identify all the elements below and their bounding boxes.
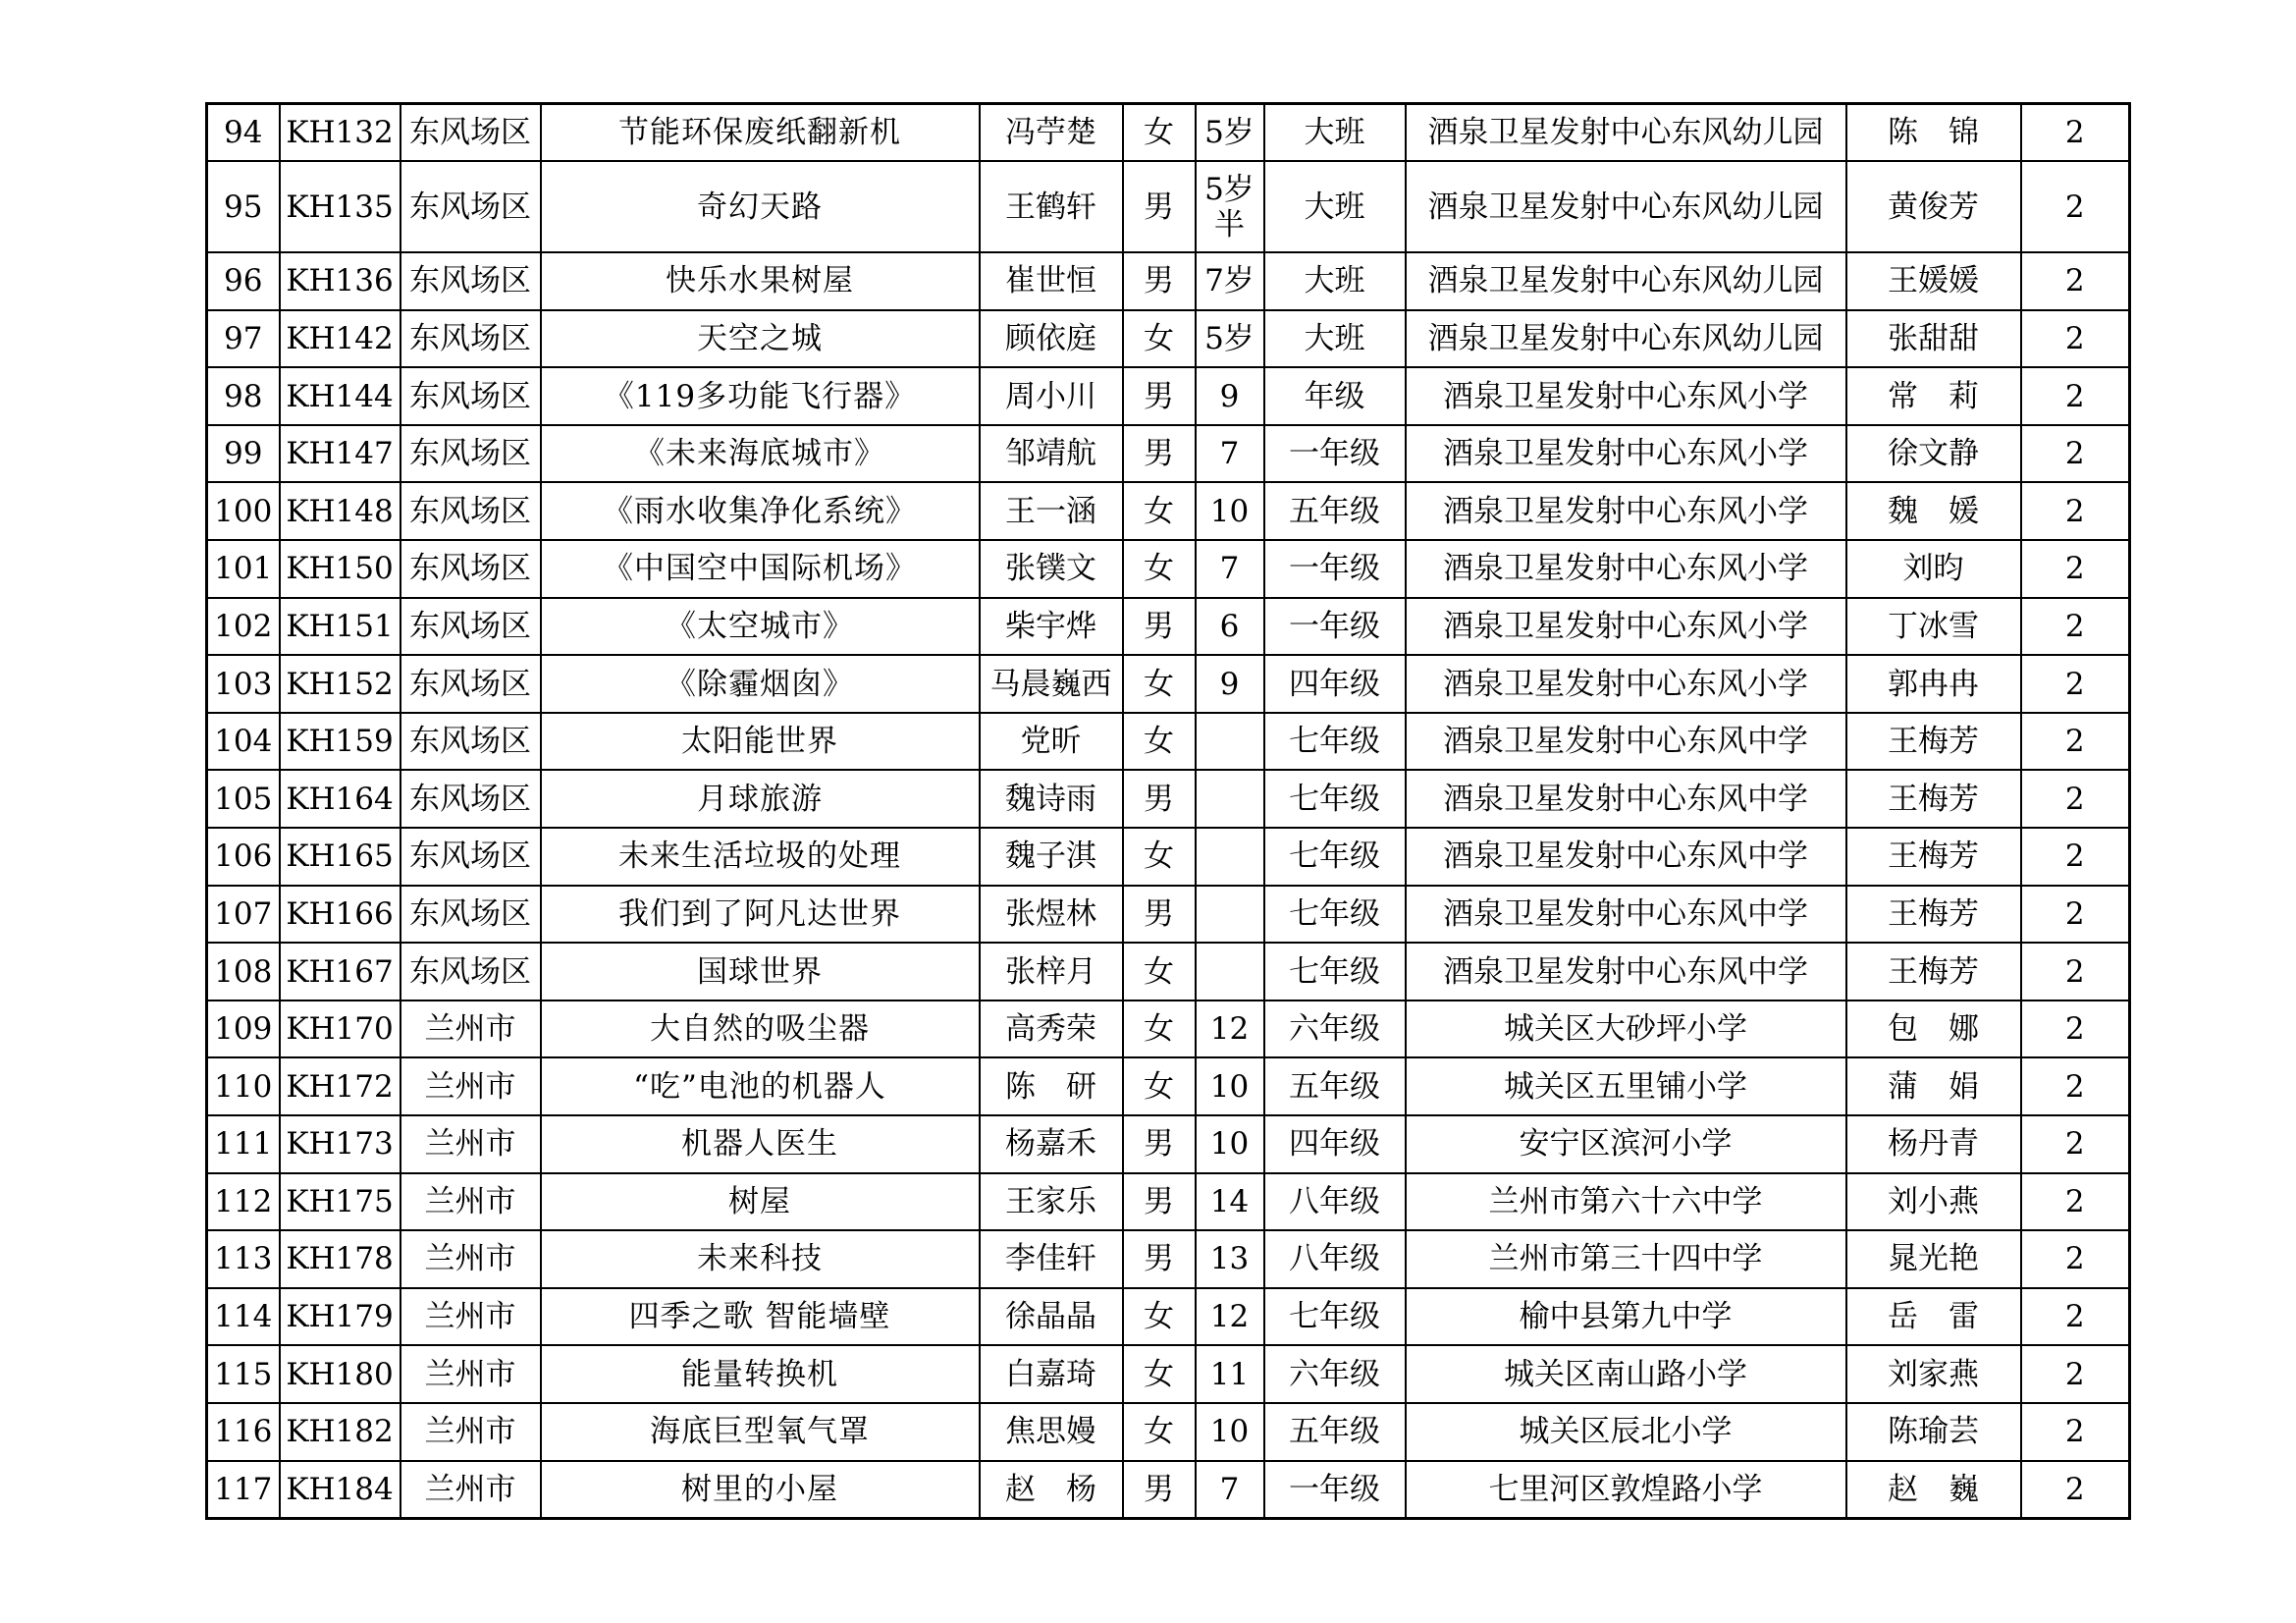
award-level-cell: 2 — [2021, 943, 2130, 1001]
table-row — [207, 310, 2130, 368]
award-level-cell: 2 — [2021, 367, 2130, 425]
table-row — [207, 252, 2130, 310]
region-cell: 兰州市 — [400, 1057, 541, 1115]
gender-cell: 女 — [1123, 1057, 1196, 1115]
student-name-cell: 焦思嫚 — [980, 1403, 1123, 1461]
student-name-cell: 张煜林 — [980, 886, 1123, 944]
table-row — [207, 770, 2130, 828]
gender-cell: 男 — [1123, 425, 1196, 483]
school-cell: 酒泉卫星发射中心东风幼儿园 — [1406, 310, 1846, 368]
student-name-cell: 赵 杨 — [980, 1461, 1123, 1519]
gender-cell: 男 — [1123, 598, 1196, 656]
award-level-cell: 2 — [2021, 1115, 2130, 1173]
row-number-cell: 108 — [207, 943, 280, 1001]
gender-cell: 女 — [1123, 655, 1196, 713]
grade-cell: 大班 — [1264, 310, 1406, 368]
work-title-cell: 太阳能世界 — [541, 713, 980, 771]
school-cell: 酒泉卫星发射中心东风中学 — [1406, 886, 1846, 944]
student-name-cell: 张镤文 — [980, 540, 1123, 598]
student-name-cell: 魏诗雨 — [980, 770, 1123, 828]
table-row — [207, 1461, 2130, 1519]
age-cell: 12 — [1196, 1001, 1264, 1058]
work-title-cell: 海底巨型氧气罩 — [541, 1403, 980, 1461]
age-cell: 9 — [1196, 655, 1264, 713]
region-cell: 东风场区 — [400, 540, 541, 598]
row-number-cell: 103 — [207, 655, 280, 713]
gender-cell: 男 — [1123, 1173, 1196, 1231]
grade-cell: 六年级 — [1264, 1001, 1406, 1058]
gender-cell: 女 — [1123, 1403, 1196, 1461]
work-title-cell: 国球世界 — [541, 943, 980, 1001]
school-cell: 城关区南山路小学 — [1406, 1345, 1846, 1403]
age-cell: 6 — [1196, 598, 1264, 656]
age-cell: 5岁 — [1196, 104, 1264, 162]
table-row — [207, 1115, 2130, 1173]
row-number-cell: 106 — [207, 828, 280, 886]
gender-cell: 女 — [1123, 104, 1196, 162]
award-level-cell: 2 — [2021, 655, 2130, 713]
entry-id-cell: KH151 — [280, 598, 400, 656]
work-title-cell: 《除霾烟囱》 — [541, 655, 980, 713]
table-row — [207, 1345, 2130, 1403]
row-number-cell: 96 — [207, 252, 280, 310]
region-cell: 兰州市 — [400, 1461, 541, 1519]
age-cell — [1196, 886, 1264, 944]
award-level-cell: 2 — [2021, 1057, 2130, 1115]
award-level-cell: 2 — [2021, 1345, 2130, 1403]
school-cell: 酒泉卫星发射中心东风幼儿园 — [1406, 252, 1846, 310]
table-row — [207, 425, 2130, 483]
gender-cell: 男 — [1123, 1461, 1196, 1519]
table-row — [207, 655, 2130, 713]
grade-cell: 七年级 — [1264, 828, 1406, 886]
age-cell: 11 — [1196, 1345, 1264, 1403]
row-number-cell: 94 — [207, 104, 280, 162]
teacher-cell: 王梅芳 — [1846, 943, 2021, 1001]
gender-cell: 女 — [1123, 540, 1196, 598]
gender-cell: 男 — [1123, 1115, 1196, 1173]
school-cell: 酒泉卫星发射中心东风幼儿园 — [1406, 104, 1846, 162]
grade-cell: 大班 — [1264, 252, 1406, 310]
student-name-cell: 白嘉琦 — [980, 1345, 1123, 1403]
region-cell: 东风场区 — [400, 104, 541, 162]
gender-cell: 女 — [1123, 713, 1196, 771]
row-number-cell: 98 — [207, 367, 280, 425]
award-level-cell: 2 — [2021, 713, 2130, 771]
teacher-cell: 王梅芳 — [1846, 886, 2021, 944]
work-title-cell: 机器人医生 — [541, 1115, 980, 1173]
school-cell: 酒泉卫星发射中心东风中学 — [1406, 770, 1846, 828]
entry-id-cell: KH167 — [280, 943, 400, 1001]
student-name-cell: 徐晶晶 — [980, 1288, 1123, 1346]
gender-cell: 女 — [1123, 310, 1196, 368]
work-title-cell: 大自然的吸尘器 — [541, 1001, 980, 1058]
grade-cell: 一年级 — [1264, 598, 1406, 656]
grade-cell: 一年级 — [1264, 540, 1406, 598]
row-number-cell: 95 — [207, 161, 280, 252]
grade-cell: 六年级 — [1264, 1345, 1406, 1403]
teacher-cell: 徐文静 — [1846, 425, 2021, 483]
region-cell: 兰州市 — [400, 1115, 541, 1173]
table-row — [207, 713, 2130, 771]
work-title-cell: 未来生活垃圾的处理 — [541, 828, 980, 886]
school-cell: 兰州市第六十六中学 — [1406, 1173, 1846, 1231]
school-cell: 城关区大砂坪小学 — [1406, 1001, 1846, 1058]
award-level-cell: 2 — [2021, 161, 2130, 252]
region-cell: 东风场区 — [400, 598, 541, 656]
age-cell: 5岁半 — [1196, 161, 1264, 252]
award-level-cell: 2 — [2021, 1403, 2130, 1461]
row-number-cell: 104 — [207, 713, 280, 771]
grade-cell: 大班 — [1264, 104, 1406, 162]
school-cell: 酒泉卫星发射中心东风小学 — [1406, 655, 1846, 713]
entry-id-cell: KH159 — [280, 713, 400, 771]
region-cell: 东风场区 — [400, 943, 541, 1001]
work-title-cell: 《太空城市》 — [541, 598, 980, 656]
region-cell: 东风场区 — [400, 886, 541, 944]
student-name-cell: 党昕 — [980, 713, 1123, 771]
teacher-cell: 刘小燕 — [1846, 1173, 2021, 1231]
teacher-cell: 包 娜 — [1846, 1001, 2021, 1058]
grade-cell: 七年级 — [1264, 886, 1406, 944]
age-cell: 14 — [1196, 1173, 1264, 1231]
teacher-cell: 刘昀 — [1846, 540, 2021, 598]
work-title-cell: 四季之歌 智能墙壁 — [541, 1288, 980, 1346]
table-row — [207, 540, 2130, 598]
region-cell: 东风场区 — [400, 770, 541, 828]
school-cell: 酒泉卫星发射中心东风中学 — [1406, 828, 1846, 886]
row-number-cell: 97 — [207, 310, 280, 368]
grade-cell: 八年级 — [1264, 1173, 1406, 1231]
entry-id-cell: KH178 — [280, 1230, 400, 1288]
work-title-cell: 奇幻天路 — [541, 161, 980, 252]
award-level-cell: 2 — [2021, 1288, 2130, 1346]
teacher-cell: 张甜甜 — [1846, 310, 2021, 368]
award-level-cell: 2 — [2021, 770, 2130, 828]
row-number-cell: 115 — [207, 1345, 280, 1403]
work-title-cell: 快乐水果树屋 — [541, 252, 980, 310]
table-row — [207, 104, 2130, 162]
region-cell: 东风场区 — [400, 655, 541, 713]
region-cell: 兰州市 — [400, 1173, 541, 1231]
row-number-cell: 101 — [207, 540, 280, 598]
table-row — [207, 1057, 2130, 1115]
table-row — [207, 1001, 2130, 1058]
work-title-cell: 《中国空中国际机场》 — [541, 540, 980, 598]
grade-cell: 七年级 — [1264, 770, 1406, 828]
work-title-cell: 树屋 — [541, 1173, 980, 1231]
entry-id-cell: KH164 — [280, 770, 400, 828]
gender-cell: 女 — [1123, 828, 1196, 886]
region-cell: 兰州市 — [400, 1001, 541, 1058]
school-cell: 酒泉卫星发射中心东风小学 — [1406, 425, 1846, 483]
entry-id-cell: KH166 — [280, 886, 400, 944]
student-name-cell: 王一涵 — [980, 482, 1123, 540]
student-name-cell: 张梓月 — [980, 943, 1123, 1001]
teacher-cell: 陈 锦 — [1846, 104, 2021, 162]
entry-id-cell: KH172 — [280, 1057, 400, 1115]
gender-cell: 男 — [1123, 1230, 1196, 1288]
teacher-cell: 蒲 娟 — [1846, 1057, 2021, 1115]
entry-id-cell: KH173 — [280, 1115, 400, 1173]
student-name-cell: 王家乐 — [980, 1173, 1123, 1231]
entry-id-cell: KH182 — [280, 1403, 400, 1461]
row-number-cell: 102 — [207, 598, 280, 656]
entry-id-cell: KH165 — [280, 828, 400, 886]
grade-cell: 一年级 — [1264, 1461, 1406, 1519]
school-cell: 酒泉卫星发射中心东风小学 — [1406, 367, 1846, 425]
gender-cell: 女 — [1123, 1288, 1196, 1346]
work-title-cell: 能量转换机 — [541, 1345, 980, 1403]
entry-id-cell: KH150 — [280, 540, 400, 598]
student-name-cell: 李佳轩 — [980, 1230, 1123, 1288]
age-cell: 7 — [1196, 540, 1264, 598]
grade-cell: 四年级 — [1264, 655, 1406, 713]
grade-cell: 八年级 — [1264, 1230, 1406, 1288]
school-cell: 酒泉卫星发射中心东风中学 — [1406, 713, 1846, 771]
age-cell: 9 — [1196, 367, 1264, 425]
table-row — [207, 1403, 2130, 1461]
school-cell: 榆中县第九中学 — [1406, 1288, 1846, 1346]
grade-cell: 年级 — [1264, 367, 1406, 425]
row-number-cell: 107 — [207, 886, 280, 944]
age-cell: 13 — [1196, 1230, 1264, 1288]
award-level-cell: 2 — [2021, 1461, 2130, 1519]
teacher-cell: 赵 巍 — [1846, 1461, 2021, 1519]
teacher-cell: 黄俊芳 — [1846, 161, 2021, 252]
teacher-cell: 王媛媛 — [1846, 252, 2021, 310]
entry-id-cell: KH144 — [280, 367, 400, 425]
award-level-cell: 2 — [2021, 104, 2130, 162]
work-title-cell: 我们到了阿凡达世界 — [541, 886, 980, 944]
school-cell: 七里河区敦煌路小学 — [1406, 1461, 1846, 1519]
region-cell: 兰州市 — [400, 1403, 541, 1461]
age-cell: 7 — [1196, 1461, 1264, 1519]
gender-cell: 女 — [1123, 482, 1196, 540]
award-level-cell: 2 — [2021, 828, 2130, 886]
student-name-cell: 周小川 — [980, 367, 1123, 425]
teacher-cell: 王梅芳 — [1846, 770, 2021, 828]
age-cell — [1196, 770, 1264, 828]
age-cell: 7 — [1196, 425, 1264, 483]
table-row — [207, 161, 2130, 252]
award-level-cell: 2 — [2021, 1001, 2130, 1058]
entry-id-cell: KH184 — [280, 1461, 400, 1519]
work-title-cell: 未来科技 — [541, 1230, 980, 1288]
region-cell: 兰州市 — [400, 1288, 541, 1346]
award-level-cell: 2 — [2021, 425, 2130, 483]
teacher-cell: 刘家燕 — [1846, 1345, 2021, 1403]
teacher-cell: 晁光艳 — [1846, 1230, 2021, 1288]
gender-cell: 女 — [1123, 1345, 1196, 1403]
age-cell — [1196, 828, 1264, 886]
grade-cell: 四年级 — [1264, 1115, 1406, 1173]
student-name-cell: 柴宇烨 — [980, 598, 1123, 656]
teacher-cell: 魏 媛 — [1846, 482, 2021, 540]
student-name-cell: 顾依庭 — [980, 310, 1123, 368]
student-name-cell: 邹靖航 — [980, 425, 1123, 483]
student-name-cell: 王鹤轩 — [980, 161, 1123, 252]
teacher-cell: 岳 雷 — [1846, 1288, 2021, 1346]
table-row — [207, 598, 2130, 656]
entry-id-cell: KH147 — [280, 425, 400, 483]
row-number-cell: 117 — [207, 1461, 280, 1519]
table-row — [207, 828, 2130, 886]
teacher-cell: 丁冰雪 — [1846, 598, 2021, 656]
school-cell: 酒泉卫星发射中心东风小学 — [1406, 482, 1846, 540]
entry-id-cell: KH180 — [280, 1345, 400, 1403]
gender-cell: 男 — [1123, 770, 1196, 828]
age-cell — [1196, 943, 1264, 1001]
teacher-cell: 郭冉冉 — [1846, 655, 2021, 713]
teacher-cell: 陈瑜芸 — [1846, 1403, 2021, 1461]
table-row — [207, 1288, 2130, 1346]
region-cell: 东风场区 — [400, 161, 541, 252]
row-number-cell: 110 — [207, 1057, 280, 1115]
student-name-cell: 马晨巍西 — [980, 655, 1123, 713]
region-cell: 兰州市 — [400, 1230, 541, 1288]
region-cell: 东风场区 — [400, 425, 541, 483]
entry-id-cell: KH135 — [280, 161, 400, 252]
table-row — [207, 1230, 2130, 1288]
age-cell: 10 — [1196, 1403, 1264, 1461]
entry-id-cell: KH142 — [280, 310, 400, 368]
age-cell: 10 — [1196, 482, 1264, 540]
entry-id-cell: KH179 — [280, 1288, 400, 1346]
entry-id-cell: KH136 — [280, 252, 400, 310]
work-title-cell: 《未来海底城市》 — [541, 425, 980, 483]
age-cell: 10 — [1196, 1057, 1264, 1115]
table-row — [207, 482, 2130, 540]
gender-cell: 男 — [1123, 161, 1196, 252]
award-level-cell: 2 — [2021, 1230, 2130, 1288]
row-number-cell: 112 — [207, 1173, 280, 1231]
student-name-cell: 崔世恒 — [980, 252, 1123, 310]
school-cell: 城关区五里铺小学 — [1406, 1057, 1846, 1115]
teacher-cell: 王梅芳 — [1846, 828, 2021, 886]
award-level-cell: 2 — [2021, 540, 2130, 598]
work-title-cell: “吃”电池的机器人 — [541, 1057, 980, 1115]
entry-id-cell: KH170 — [280, 1001, 400, 1058]
work-title-cell: 天空之城 — [541, 310, 980, 368]
table-row — [207, 1173, 2130, 1231]
school-cell: 酒泉卫星发射中心东风小学 — [1406, 540, 1846, 598]
grade-cell: 五年级 — [1264, 1403, 1406, 1461]
region-cell: 兰州市 — [400, 1345, 541, 1403]
grade-cell: 七年级 — [1264, 943, 1406, 1001]
age-cell: 5岁 — [1196, 310, 1264, 368]
grade-cell: 七年级 — [1264, 1288, 1406, 1346]
teacher-cell: 杨丹青 — [1846, 1115, 2021, 1173]
age-cell: 12 — [1196, 1288, 1264, 1346]
school-cell: 安宁区滨河小学 — [1406, 1115, 1846, 1173]
school-cell: 酒泉卫星发射中心东风中学 — [1406, 943, 1846, 1001]
gender-cell: 男 — [1123, 252, 1196, 310]
row-number-cell: 114 — [207, 1288, 280, 1346]
region-cell: 东风场区 — [400, 482, 541, 540]
row-number-cell: 113 — [207, 1230, 280, 1288]
award-level-cell: 2 — [2021, 598, 2130, 656]
region-cell: 东风场区 — [400, 713, 541, 771]
entry-id-cell: KH132 — [280, 104, 400, 162]
age-cell — [1196, 713, 1264, 771]
work-title-cell: 《雨水收集净化系统》 — [541, 482, 980, 540]
row-number-cell: 105 — [207, 770, 280, 828]
gender-cell: 男 — [1123, 886, 1196, 944]
row-number-cell: 116 — [207, 1403, 280, 1461]
region-cell: 东风场区 — [400, 828, 541, 886]
student-name-cell: 杨嘉禾 — [980, 1115, 1123, 1173]
table-row — [207, 367, 2130, 425]
student-name-cell: 魏子淇 — [980, 828, 1123, 886]
award-level-cell: 2 — [2021, 886, 2130, 944]
award-level-cell: 2 — [2021, 310, 2130, 368]
table-body — [207, 104, 2130, 1519]
age-cell: 7岁 — [1196, 252, 1264, 310]
gender-cell: 女 — [1123, 943, 1196, 1001]
row-number-cell: 109 — [207, 1001, 280, 1058]
work-title-cell: 树里的小屋 — [541, 1461, 980, 1519]
work-title-cell: 月球旅游 — [541, 770, 980, 828]
row-number-cell: 111 — [207, 1115, 280, 1173]
work-title-cell: 节能环保废纸翻新机 — [541, 104, 980, 162]
region-cell: 东风场区 — [400, 252, 541, 310]
row-number-cell: 100 — [207, 482, 280, 540]
entry-id-cell: KH148 — [280, 482, 400, 540]
award-level-cell: 2 — [2021, 482, 2130, 540]
student-name-cell: 冯苧楚 — [980, 104, 1123, 162]
grade-cell: 一年级 — [1264, 425, 1406, 483]
school-cell: 兰州市第三十四中学 — [1406, 1230, 1846, 1288]
gender-cell: 男 — [1123, 367, 1196, 425]
grade-cell: 五年级 — [1264, 1057, 1406, 1115]
entry-id-cell: KH152 — [280, 655, 400, 713]
school-cell: 酒泉卫星发射中心东风幼儿园 — [1406, 161, 1846, 252]
student-name-cell: 陈 研 — [980, 1057, 1123, 1115]
grade-cell: 大班 — [1264, 161, 1406, 252]
award-level-cell: 2 — [2021, 1173, 2130, 1231]
row-number-cell: 99 — [207, 425, 280, 483]
table-row — [207, 943, 2130, 1001]
region-cell: 东风场区 — [400, 367, 541, 425]
entry-id-cell: KH175 — [280, 1173, 400, 1231]
region-cell: 东风场区 — [400, 310, 541, 368]
work-title-cell: 《119多功能飞行器》 — [541, 367, 980, 425]
grade-cell: 五年级 — [1264, 482, 1406, 540]
teacher-cell: 常 莉 — [1846, 367, 2021, 425]
award-table — [205, 102, 2131, 1520]
school-cell: 城关区辰北小学 — [1406, 1403, 1846, 1461]
teacher-cell: 王梅芳 — [1846, 713, 2021, 771]
grade-cell: 七年级 — [1264, 713, 1406, 771]
award-level-cell: 2 — [2021, 252, 2130, 310]
table-row — [207, 886, 2130, 944]
gender-cell: 女 — [1123, 1001, 1196, 1058]
student-name-cell: 高秀荣 — [980, 1001, 1123, 1058]
age-cell: 10 — [1196, 1115, 1264, 1173]
school-cell: 酒泉卫星发射中心东风小学 — [1406, 598, 1846, 656]
